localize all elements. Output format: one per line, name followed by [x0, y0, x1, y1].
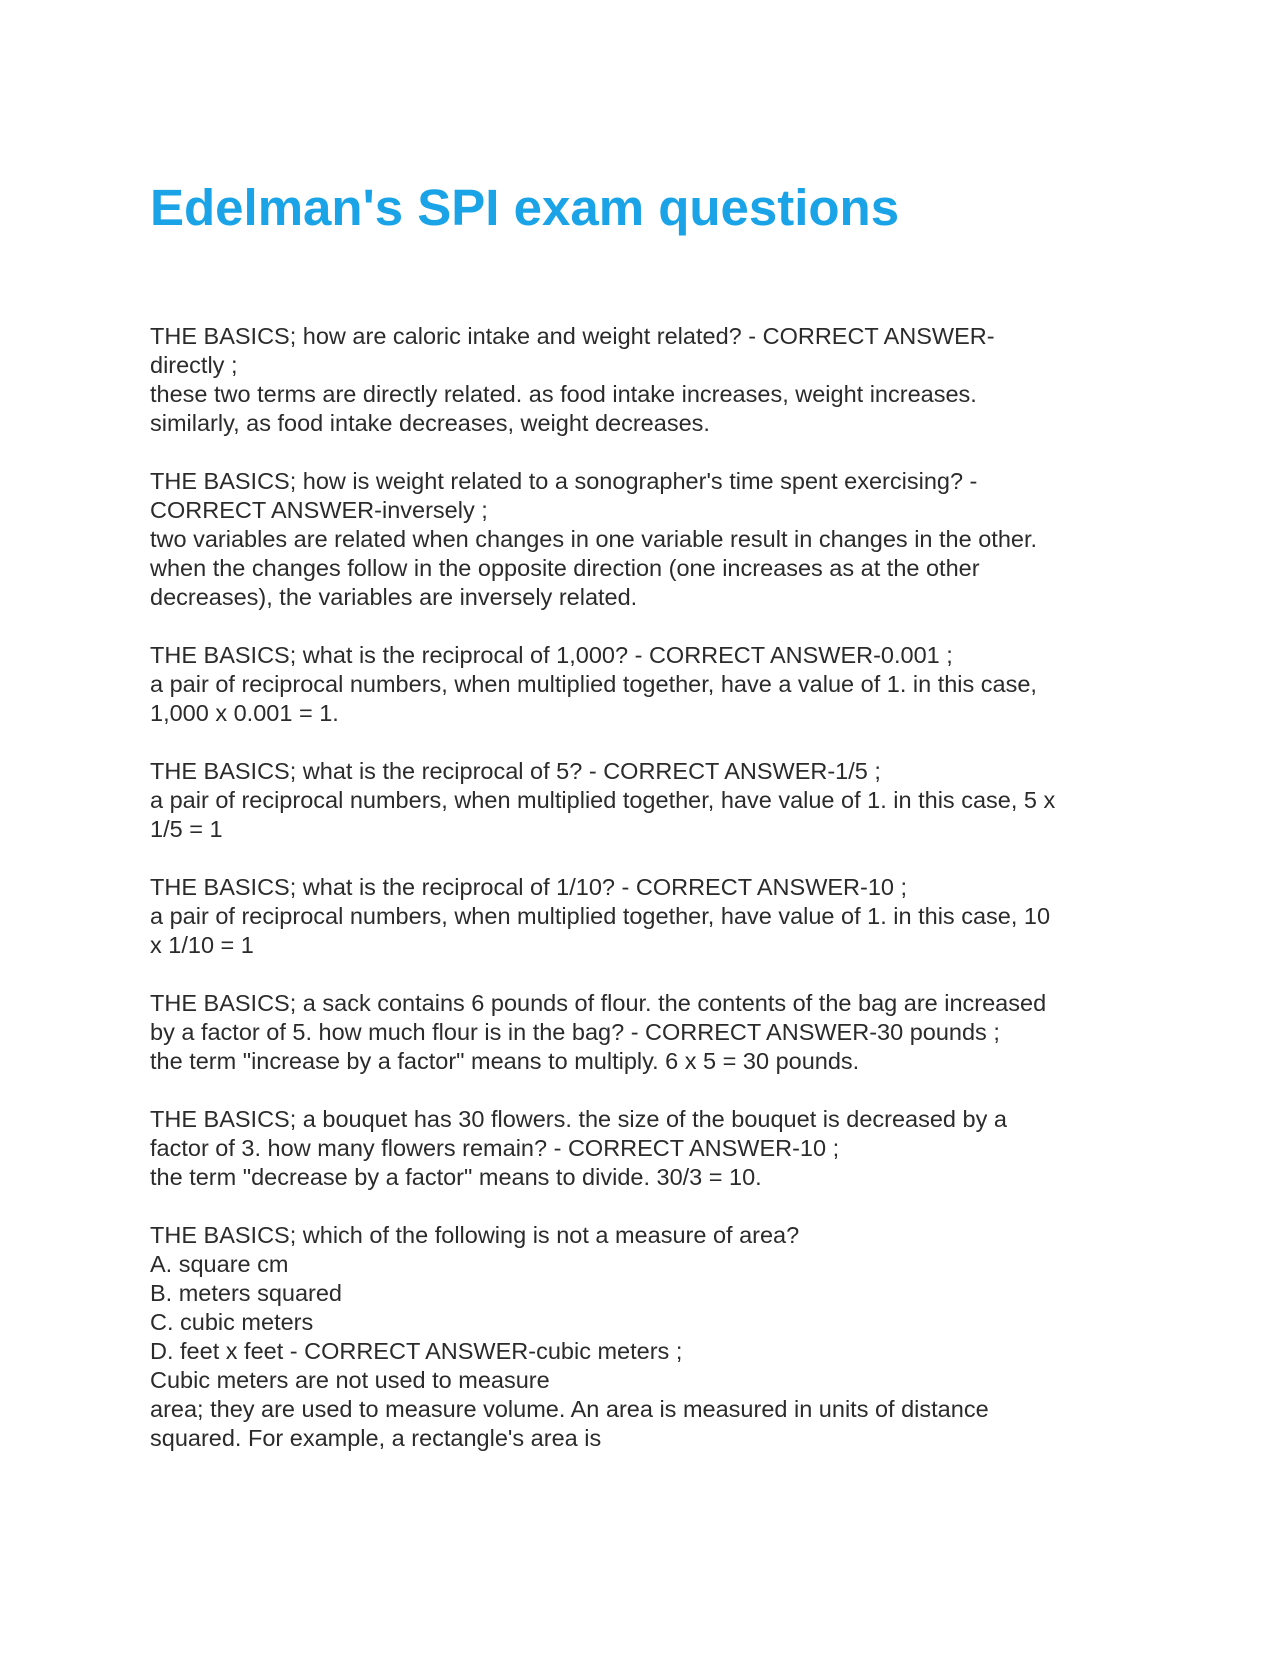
text-line: two variables are related when changes in one variable result in changes in the other.	[150, 526, 1038, 552]
qa-entry	[150, 1105, 1130, 1192]
text-line: THE BASICS; what is the reciprocal of 1/10? - CORRECT ANSWER-10 ;	[150, 874, 908, 900]
text-line: area; they are used to measure volume. An area is measured in units of distance	[150, 1396, 989, 1422]
text-line: C. cubic meters	[150, 1309, 314, 1335]
text-line: A. square cm	[150, 1251, 289, 1277]
text-line: CORRECT ANSWER-inversely ;	[150, 497, 488, 523]
text-line: THE BASICS; which of the following is not a measure of area?	[150, 1222, 800, 1248]
text-line: Cubic meters are not used to measure	[150, 1367, 550, 1393]
qa-entry	[150, 467, 1130, 612]
text-line: the term "increase by a factor" means to multiply. 6 x 5 = 30 pounds.	[150, 1048, 860, 1074]
text-line: THE BASICS; a sack contains 6 pounds of flour. the contents of the bag are increased	[150, 990, 1047, 1016]
text-line: 1/5 = 1	[150, 816, 223, 842]
text-line: THE BASICS; how are caloric intake and weight related? - CORRECT ANSWER-	[150, 323, 995, 349]
text-line: THE BASICS; what is the reciprocal of 5? - CORRECT ANSWER-1/5 ;	[150, 758, 881, 784]
qa-entry	[150, 322, 1130, 438]
qa-entry	[150, 873, 1130, 960]
text-line: by a factor of 5. how much flour is in the bag? - CORRECT ANSWER-30 pounds ;	[150, 1019, 1000, 1045]
text-line: the term "decrease by a factor" means to divide. 30/3 = 10.	[150, 1164, 762, 1190]
document-body	[150, 322, 1130, 1482]
text-line: D. feet x feet - CORRECT ANSWER-cubic meters ;	[150, 1338, 683, 1364]
qa-entry	[150, 1221, 1130, 1453]
text-line: a pair of reciprocal numbers, when multiplied together, have value of 1. in this case, 10	[150, 903, 1051, 929]
text-line: B. meters squared	[150, 1280, 343, 1306]
text-line: a pair of reciprocal numbers, when multiplied together, have value of 1. in this case, 5 x	[150, 787, 1056, 813]
qa-entry	[150, 989, 1130, 1076]
text-line: directly ;	[150, 352, 238, 378]
qa-entry	[150, 641, 1130, 728]
text-line: THE BASICS; what is the reciprocal of 1,000? - CORRECT ANSWER-0.001 ;	[150, 642, 953, 668]
text-line: THE BASICS; how is weight related to a sonographer's time spent exercising? -	[150, 468, 978, 494]
text-line: x 1/10 = 1	[150, 932, 254, 958]
text-line: squared. For example, a rectangle's area is	[150, 1425, 602, 1451]
qa-entry	[150, 757, 1130, 844]
text-line: 1,000 x 0.001 = 1.	[150, 700, 339, 726]
text-line: THE BASICS; a bouquet has 30 flowers. the size of the bouquet is decreased by a	[150, 1106, 1007, 1132]
text-line: factor of 3. how many flowers remain? - CORRECT ANSWER-10 ;	[150, 1135, 840, 1161]
text-line: decreases), the variables are inversely related.	[150, 584, 638, 610]
text-line: a pair of reciprocal numbers, when multiplied together, have a value of 1. in this case,	[150, 671, 1037, 697]
text-line: similarly, as food intake decreases, weight decreases.	[150, 410, 710, 436]
document-title: Edelman's SPI exam questions	[150, 179, 900, 236]
text-line: when the changes follow in the opposite direction (one increases as at the other	[150, 555, 980, 581]
text-line: these two terms are directly related. as food intake increases, weight increases.	[150, 381, 977, 407]
